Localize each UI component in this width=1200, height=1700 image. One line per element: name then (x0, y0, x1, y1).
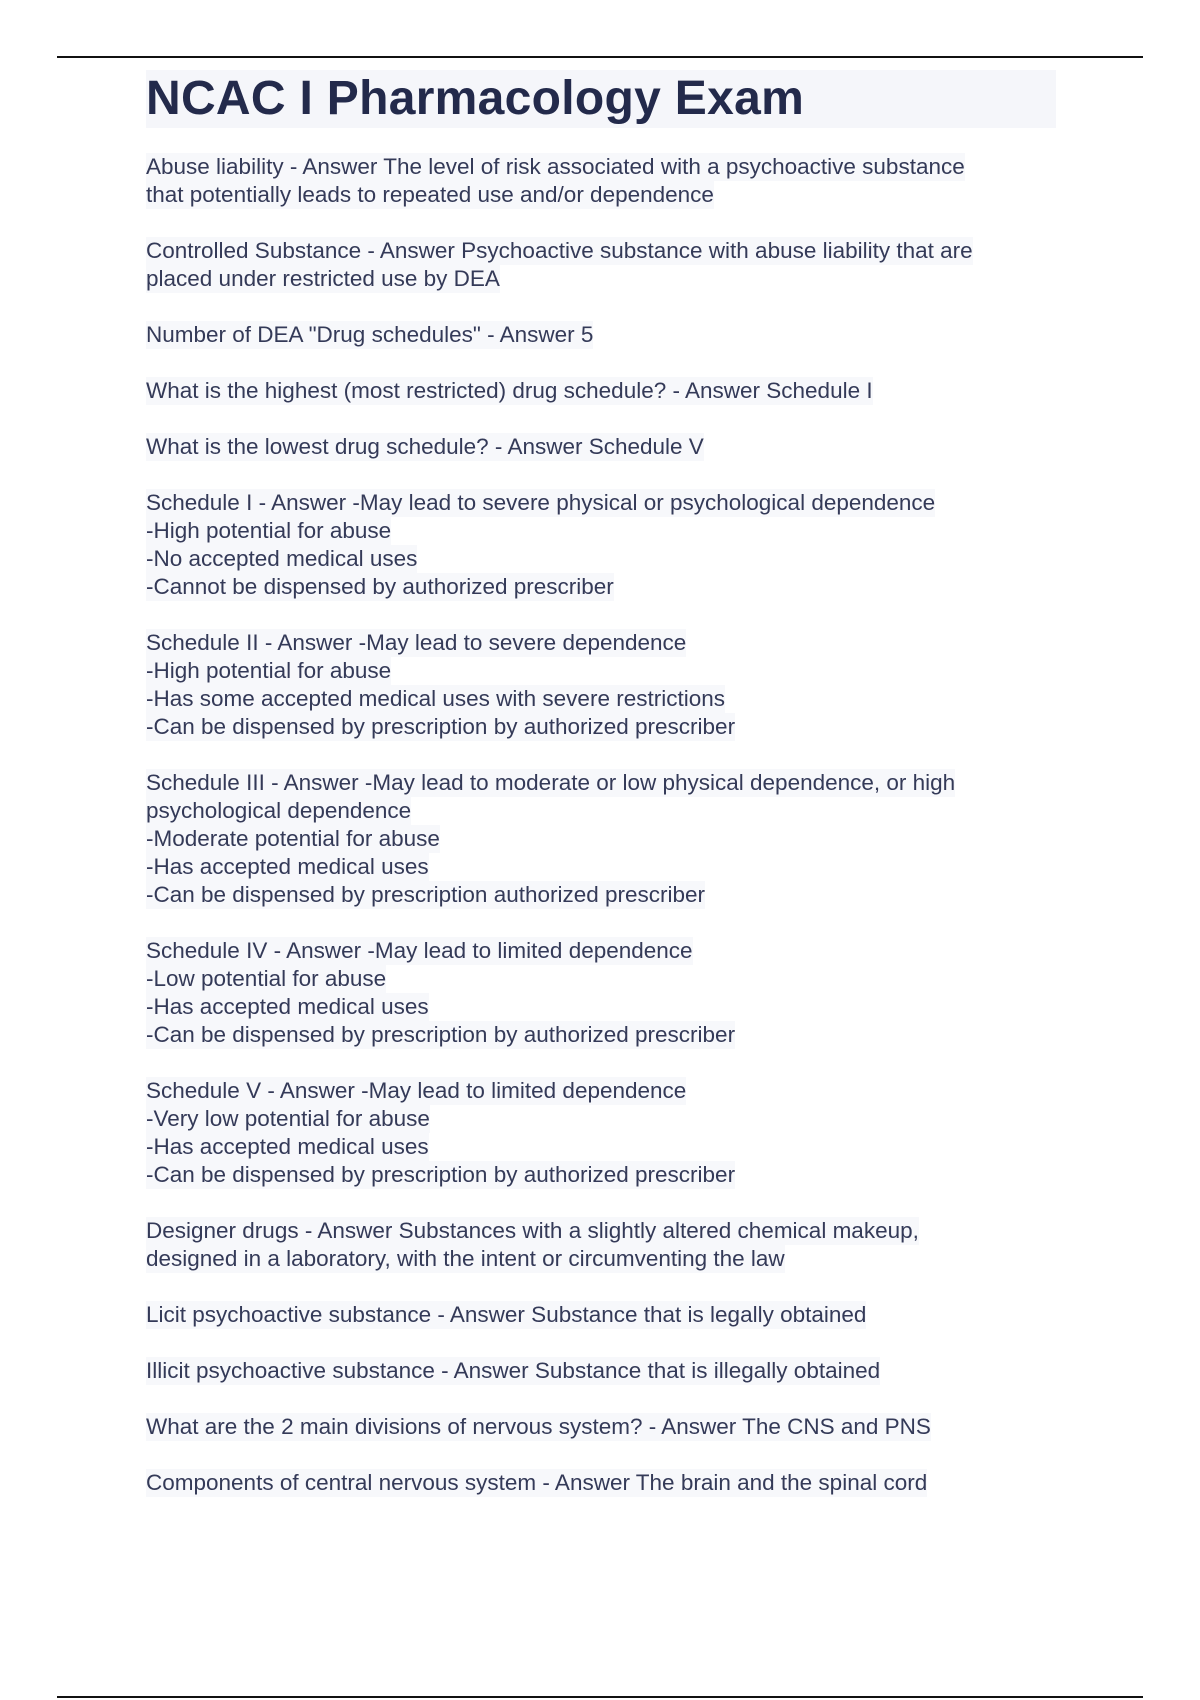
qa-entry-line: designed in a laboratory, with the intent or circumventing the law (146, 1246, 785, 1271)
qa-entry-line: Schedule I - Answer -May lead to severe physical or psychological dependence (146, 490, 936, 515)
qa-entry (146, 237, 1056, 293)
qa-entry (146, 1301, 1056, 1329)
qa-entry (146, 377, 1056, 405)
qa-entry-line: Components of central nervous system - Answer The brain and the spinal cord (146, 1470, 928, 1495)
qa-list (146, 153, 1056, 1497)
qa-entry-line: -No accepted medical uses (146, 546, 418, 571)
document-body (146, 70, 1056, 1525)
qa-entry-line: -Can be dispensed by prescription by authorized prescriber (146, 714, 736, 739)
qa-entry-line: -High potential for abuse (146, 658, 392, 683)
qa-entry (146, 433, 1056, 461)
qa-entry (146, 937, 1056, 1049)
qa-entry-line: -Low potential for abuse (146, 966, 387, 991)
qa-entry (146, 1077, 1056, 1189)
qa-entry-line: Controlled Substance - Answer Psychoactive substance with abuse liability that are (146, 238, 973, 263)
qa-entry-line: What are the 2 main divisions of nervous system? - Answer The CNS and PNS (146, 1414, 931, 1439)
qa-entry (146, 1357, 1056, 1385)
qa-entry-line: Illicit psychoactive substance - Answer Substance that is illegally obtained (146, 1358, 881, 1383)
qa-entry-line: -Has accepted medical uses (146, 1134, 429, 1159)
qa-entry-line: What is the highest (most restricted) drug schedule? - Answer Schedule I (146, 378, 873, 403)
top-rule (57, 56, 1143, 58)
qa-entry-line: Schedule IV - Answer -May lead to limited dependence (146, 938, 693, 963)
qa-entry-line: -Can be dispensed by prescription by authorized prescriber (146, 1162, 736, 1187)
qa-entry-line: -Cannot be dispensed by authorized prescriber (146, 574, 614, 599)
qa-entry-line: Designer drugs - Answer Substances with a slightly altered chemical makeup, (146, 1218, 919, 1243)
qa-entry-line: that potentially leads to repeated use and/or dependence (146, 182, 714, 207)
qa-entry (146, 1413, 1056, 1441)
qa-entry-line: -Has accepted medical uses (146, 854, 429, 879)
qa-entry (146, 489, 1056, 601)
qa-entry-line: -Can be dispensed by prescription by authorized prescriber (146, 1022, 736, 1047)
document-title: NCAC I Pharmacology Exam (146, 70, 1056, 128)
qa-entry (146, 153, 1056, 209)
qa-entry-line: -Can be dispensed by prescription authorized prescriber (146, 882, 706, 907)
qa-entry (146, 629, 1056, 741)
qa-entry-line: -Moderate potential for abuse (146, 826, 440, 851)
qa-entry (146, 321, 1056, 349)
qa-entry (146, 1217, 1056, 1273)
qa-entry-line: -Has some accepted medical uses with severe restrictions (146, 686, 725, 711)
qa-entry-line: -Very low potential for abuse (146, 1106, 430, 1131)
qa-entry-line: -High potential for abuse (146, 518, 392, 543)
bottom-rule (57, 1696, 1143, 1698)
qa-entry-line: Schedule II - Answer -May lead to severe dependence (146, 630, 687, 655)
qa-entry (146, 769, 1056, 909)
qa-entry-line: placed under restricted use by DEA (146, 266, 500, 291)
qa-entry-line: -Has accepted medical uses (146, 994, 429, 1019)
qa-entry-line: psychological dependence (146, 798, 412, 823)
qa-entry-line: Number of DEA "Drug schedules" - Answer 5 (146, 322, 594, 347)
qa-entry-line: Schedule III - Answer -May lead to moderate or low physical dependence, or high (146, 770, 956, 795)
qa-entry-line: Abuse liability - Answer The level of risk associated with a psychoactive substance (146, 154, 965, 179)
qa-entry-line: Schedule V - Answer -May lead to limited dependence (146, 1078, 687, 1103)
qa-entry (146, 1469, 1056, 1497)
qa-entry-line: What is the lowest drug schedule? - Answer Schedule V (146, 434, 704, 459)
qa-entry-line: Licit psychoactive substance - Answer Substance that is legally obtained (146, 1302, 867, 1327)
